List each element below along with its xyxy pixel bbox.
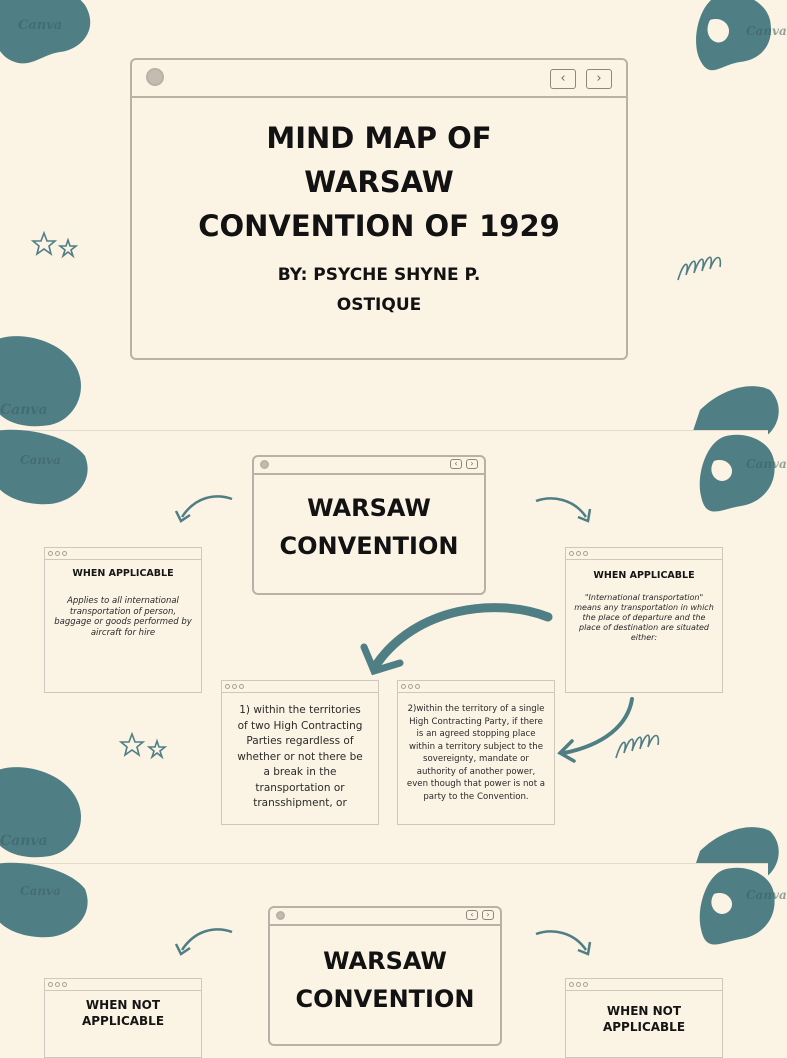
chevron-right-icon[interactable]: › [482,910,494,920]
canva-watermark: Canva [0,402,48,418]
arrow-curve-icon [170,491,240,526]
card-body: 2)within the territory of a single High Contracting Party, if there is an agreed stopping place within a territory subject to the sovereignty, mandate or authority of another power, even though that power is not a party to the Convention. [406,704,546,802]
chevron-left-icon[interactable]: ‹ [466,910,478,920]
canva-watermark: Canva [746,24,787,38]
title-window [130,58,628,360]
author-line: OSTIQUE [336,295,422,315]
loop-doodle-icon [676,255,726,285]
slide-title [0,0,787,430]
territory-card-2 [397,680,555,825]
arrow-curve-icon [530,493,600,528]
title-line: CONVENTION [279,532,459,560]
card-heading: WHEN NOT APPLICABLE [81,998,165,1029]
window-dot [146,68,164,86]
author-line: BY: PSYCHE SHYNE P. [277,265,481,285]
when-applicable-card-left [44,547,202,693]
chevron-left-icon[interactable]: ‹ [550,69,576,89]
title-line: WARSAW [323,947,447,975]
title-line: WARSAW [304,165,454,199]
canva-watermark: Canva [18,18,63,33]
card-heading: WHEN NOT APPLICABLE [602,1004,686,1035]
decorative-blob [0,859,100,944]
when-applicable-card-right [565,547,723,693]
star-doodle-icon [120,731,175,766]
when-not-applicable-card-left [44,978,202,1058]
canva-watermark: Canva [746,888,787,902]
canva-watermark: Canva [746,457,787,471]
card-body: 1) within the territories of two High Contracting Parties regardless of whether or not there be a break in the transportation or transshipment, or [237,704,363,810]
decorative-blob [0,761,110,871]
arrow-curve-icon [170,924,240,959]
card-heading: WHEN APPLICABLE [593,570,695,581]
card-heading: WHEN APPLICABLE [72,568,174,579]
chevron-right-icon[interactable]: › [466,459,478,469]
chevron-left-icon[interactable]: ‹ [450,459,462,469]
window-titlebar [132,60,626,98]
page-title [132,116,626,248]
title-line: CONVENTION OF 1929 [198,209,560,243]
window-titlebar [270,908,500,926]
when-not-applicable-card-right [565,978,723,1058]
window-titlebar [254,457,484,475]
decorative-blob [696,864,776,954]
decorative-blob [0,426,100,511]
canva-watermark: Canva [0,833,48,849]
canva-watermark: Canva [20,453,61,467]
convention-window [252,455,486,595]
card-body: Applies to all international transportation of person, baggage or goods performed by aircraft for hire [54,596,192,638]
author-byline [132,260,626,320]
convention-window [268,906,502,1046]
convention-title [254,489,484,565]
slide-not-applicable [0,864,787,1035]
arrow-big-curve-icon [356,597,556,677]
star-doodle-icon [32,230,82,265]
arrow-curve-icon [556,695,636,765]
card-body: "International transportation" means any transportation in which the place of departure and the place of destination are situated either: [574,593,714,642]
chevron-right-icon[interactable]: › [586,69,612,89]
title-line: CONVENTION [295,985,475,1013]
arrow-curve-icon [530,926,600,961]
decorative-blob [690,0,780,80]
slide-applicable [0,431,787,863]
decorative-blob [696,431,776,521]
window-dot [276,911,285,920]
window-dot [260,460,269,469]
territory-card-1 [221,680,379,825]
decorative-blob [690,811,780,871]
title-line: MIND MAP OF [266,121,492,155]
decorative-blob [0,330,110,440]
decorative-blob [0,0,110,80]
canva-watermark: Canva [20,884,61,898]
title-line: WARSAW [307,494,431,522]
convention-title [270,942,500,1018]
